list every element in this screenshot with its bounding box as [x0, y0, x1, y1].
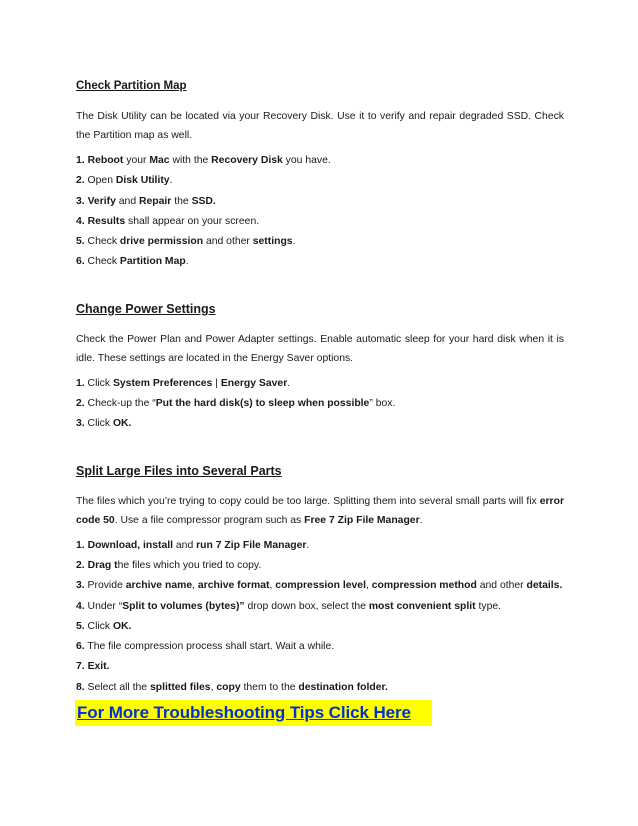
bold-text: archive format: [197, 580, 270, 592]
section-paragraph: [76, 330, 564, 368]
step-item: [76, 657, 564, 677]
section-paragraph: [76, 492, 564, 530]
bold-text: archive name: [125, 580, 193, 592]
text-run: Click: [84, 620, 113, 632]
bold-text: splitted files: [149, 681, 211, 693]
section-heading: Change Power Settings: [76, 301, 216, 316]
text-run: the: [171, 195, 192, 207]
step-number: 1.: [76, 155, 85, 166]
step-number: 2.: [76, 398, 85, 410]
step-number: 5.: [76, 620, 85, 632]
section-paragraph: [76, 107, 564, 145]
text-run: ,: [210, 681, 217, 693]
step-number: 8.: [76, 681, 85, 693]
bold-text: Repair: [139, 195, 172, 207]
step-item: [76, 536, 564, 556]
text-run: and other: [476, 580, 527, 592]
step-item: [76, 232, 564, 252]
step-item: [76, 374, 564, 394]
text-run: Provide: [84, 580, 126, 592]
text-run: ” box.: [369, 398, 396, 410]
text-run: .: [306, 539, 310, 551]
text-run: Click: [84, 377, 113, 389]
text-run: with the: [169, 155, 212, 166]
step-item: [76, 576, 564, 596]
bold-text: error code 50: [76, 495, 564, 526]
text-run: .: [287, 377, 291, 389]
step-number: 2.: [76, 559, 85, 571]
step-item: [76, 252, 564, 272]
bold-text: Drag t: [87, 559, 118, 571]
step-item: [76, 151, 564, 171]
step-item: [76, 192, 564, 212]
bold-text: Free 7 Zip File Manager: [304, 514, 420, 526]
bold-text: compression level: [275, 580, 366, 592]
text-run: and: [115, 195, 139, 207]
text-run: and other: [203, 236, 253, 248]
bold-text: Mac: [149, 155, 170, 166]
text-run: The files which you’re trying to copy could be too large. Splitting them into several small parts will fix: [76, 495, 540, 507]
step-number: 2.: [76, 175, 85, 187]
step-number: 1.: [76, 377, 85, 389]
text-run: Check-up the “: [84, 398, 156, 410]
text-run: .: [419, 514, 423, 526]
text-run: . Use a file compressor program such as: [114, 514, 305, 526]
step-number: 7.: [76, 661, 85, 673]
text-run: Check: [84, 236, 120, 248]
step-number: 6.: [76, 256, 85, 268]
troubleshooting-tips-link[interactable]: For More Troubleshooting Tips Click Here: [77, 703, 411, 722]
bold-text: Partition Map: [119, 256, 186, 268]
bold-text: Split to volumes (bytes)”: [122, 600, 245, 612]
step-number: 6.: [76, 641, 85, 653]
text-run: .: [169, 175, 173, 187]
step-number: 3.: [76, 580, 85, 592]
text-run: ,: [269, 580, 276, 592]
step-item: [76, 597, 564, 617]
text-run: |: [212, 377, 221, 389]
text-run: you have.: [282, 155, 331, 166]
text-run: The file compression process shall start. Wait a while.: [84, 641, 335, 653]
step-item: [76, 212, 564, 232]
step-number: 5.: [76, 236, 85, 248]
bold-text: settings: [252, 236, 293, 248]
bold-text: Results: [87, 215, 126, 227]
bold-text: SSD.: [191, 195, 216, 207]
text-run: and: [173, 539, 197, 551]
step-item: [76, 556, 564, 576]
section-change-power-settings: [76, 301, 564, 435]
section-heading: Check Partition Map: [76, 80, 187, 92]
bold-text: Disk Utility: [115, 175, 170, 187]
section-split-large-files: [76, 463, 564, 698]
text-run: .: [185, 256, 189, 268]
bold-text: Exit.: [87, 661, 110, 673]
text-run: he files which you tried to copy.: [117, 559, 262, 571]
text-run: your: [123, 155, 150, 166]
document-content: [76, 78, 564, 698]
step-number: 1.: [76, 539, 85, 551]
bold-text: copy: [216, 681, 241, 693]
bold-text: destination folder.: [298, 681, 388, 693]
bold-text: OK.: [112, 418, 132, 430]
text-run: them to the: [240, 681, 299, 693]
text-run: drop down box, select the: [244, 600, 369, 612]
step-number: 3.: [76, 418, 85, 430]
bold-text: Verify: [87, 195, 116, 207]
text-run: ,: [365, 580, 372, 592]
text-run: ,: [192, 580, 198, 592]
step-item: [76, 678, 564, 698]
step-item: [76, 394, 564, 414]
bold-text: Reboot: [87, 155, 124, 166]
bold-text: Download, install: [87, 539, 174, 551]
bold-text: compression method: [371, 580, 477, 592]
steps-list: [76, 536, 564, 698]
text-run: Check the Power Plan and Power Adapter settings. Enable automatic sleep for your hard disk when it is idle. These settings are located in the Energy Saver options.: [76, 333, 564, 364]
text-run: Click: [84, 418, 113, 430]
bold-text: drive permission: [119, 236, 204, 248]
section-heading: Split Large Files into Several Parts: [76, 463, 282, 478]
bold-text: OK.: [112, 620, 132, 632]
text-run: Check: [84, 256, 120, 268]
text-run: Select all the: [84, 681, 150, 693]
text-run: Open: [84, 175, 116, 187]
step-number: 3.: [76, 195, 85, 207]
steps-list: [76, 151, 564, 273]
step-number: 4.: [76, 215, 85, 227]
text-run: .: [292, 236, 296, 248]
bold-text: System Preferences: [112, 377, 213, 389]
section-check-partition-map: [76, 78, 564, 273]
bold-text: most convenient split: [368, 600, 476, 612]
text-run: The Disk Utility can be located via your Recovery Disk. Use it to verify and repair degraded SSD. Check the Partition map as well.: [76, 111, 564, 141]
step-number: 4.: [76, 600, 85, 612]
step-item: [76, 414, 564, 434]
text-run: type.: [475, 600, 502, 612]
step-item: [76, 637, 564, 657]
steps-list: [76, 374, 564, 435]
step-item: [76, 617, 564, 637]
bold-text: run 7 Zip File Manager: [196, 539, 307, 551]
step-item: [76, 171, 564, 191]
text-run: shall appear on your screen.: [125, 215, 260, 227]
bold-text: Put the hard disk(s) to sleep when possible: [155, 398, 370, 410]
troubleshooting-tips-highlight: [75, 700, 432, 726]
bold-text: details.: [526, 580, 563, 592]
bold-text: Recovery Disk: [211, 155, 283, 166]
bold-text: Energy Saver: [220, 377, 288, 389]
text-run: Under “: [84, 600, 123, 612]
